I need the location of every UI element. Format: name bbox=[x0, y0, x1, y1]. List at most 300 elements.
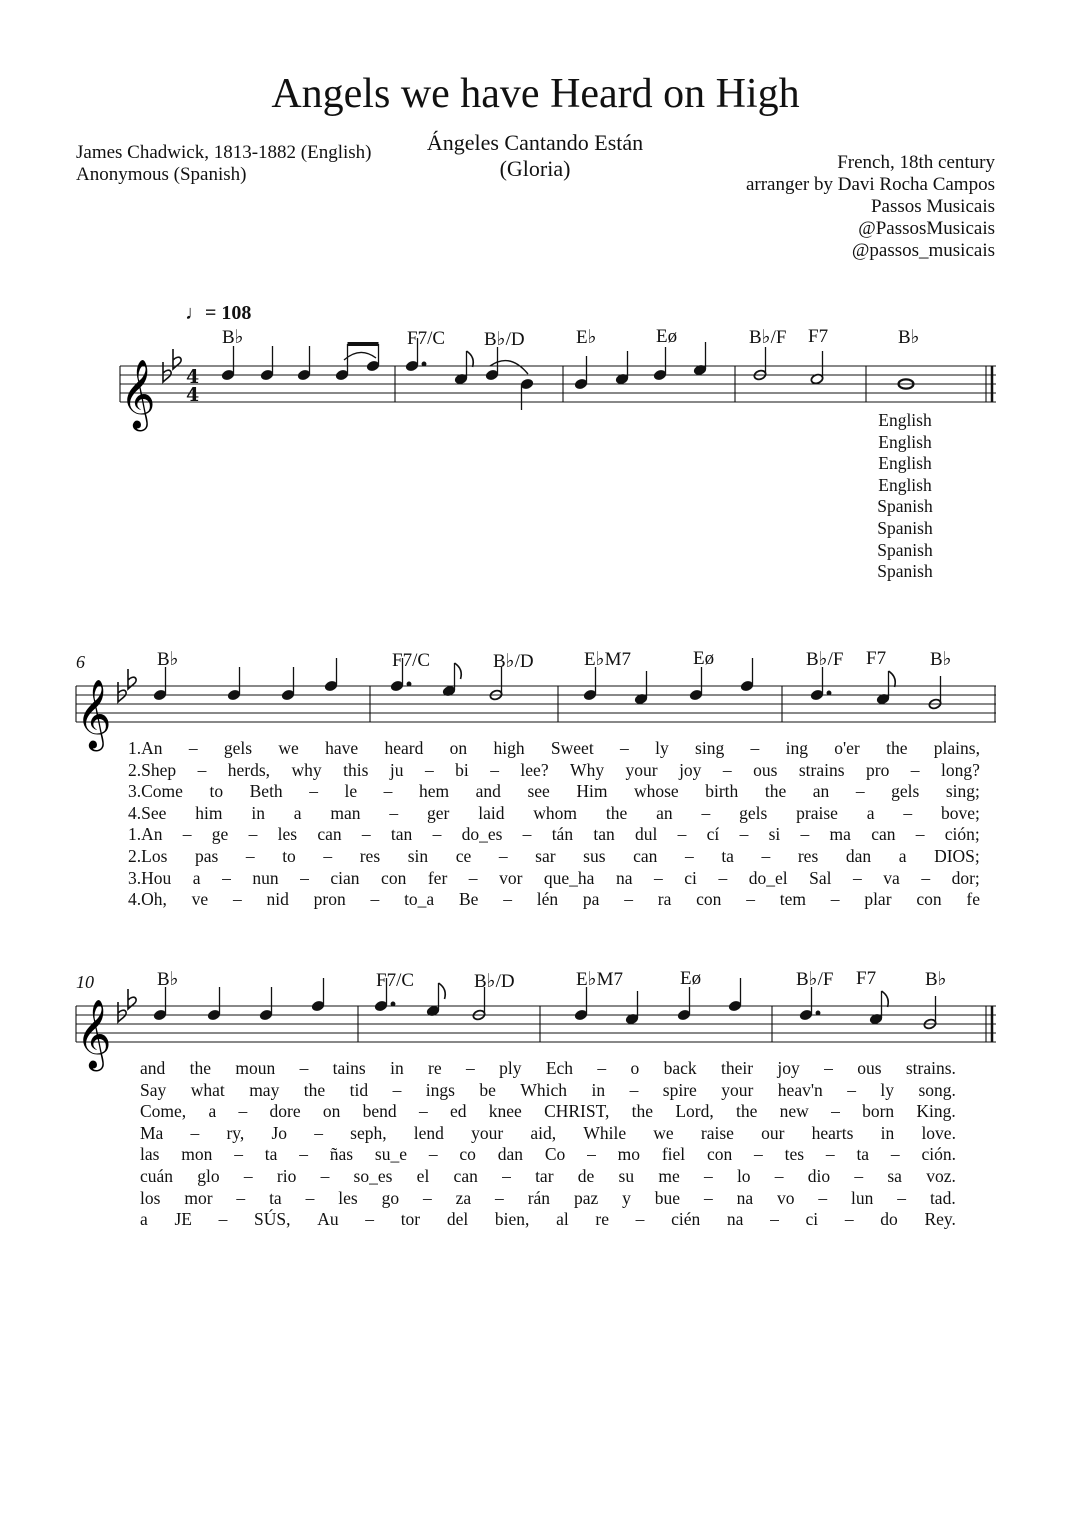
lyric-syllable: del bbox=[446, 1209, 469, 1230]
lyric-syllable: les bbox=[277, 824, 298, 845]
lyric-syllable: glo bbox=[197, 1166, 220, 1186]
measure-number-6: 6 bbox=[76, 652, 85, 672]
lyric-syllable: – bbox=[897, 1187, 907, 1208]
lyric-syllable: – bbox=[703, 1187, 713, 1208]
chord-symbol: E♭M7 bbox=[576, 969, 623, 990]
lyric-syllable: que_ha bbox=[543, 867, 595, 888]
lyric-syllable: – bbox=[915, 824, 925, 845]
lyric-syllable: res bbox=[359, 846, 381, 866]
lyric-syllable: Him bbox=[576, 781, 608, 802]
lyric-syllable: on bbox=[322, 1101, 341, 1122]
lyric-syllable: pas bbox=[194, 846, 219, 866]
lyric-syllable: fiel bbox=[661, 1144, 686, 1165]
lyric-syllable: and bbox=[475, 781, 501, 802]
chord-symbol: Eø bbox=[693, 648, 715, 669]
lyric-syllable: fe bbox=[966, 889, 980, 910]
publisher: Passos Musicais bbox=[870, 196, 995, 217]
lyric-syllable: ous bbox=[857, 1058, 882, 1078]
lyric-syllable: – bbox=[831, 1101, 840, 1122]
chord-symbol: E♭M7 bbox=[584, 649, 631, 670]
lyric-syllable: sus bbox=[583, 846, 606, 866]
lyric-syllable: DIOS; bbox=[934, 846, 980, 866]
lyric-syllable: Jo bbox=[271, 1122, 288, 1143]
lyric-syllable: su bbox=[618, 1166, 635, 1186]
treble-clef-icon: 𝄞 bbox=[76, 999, 112, 1069]
lyric-syllable: dio bbox=[807, 1166, 831, 1186]
lyric-syllable: – bbox=[800, 824, 810, 845]
lyric-syllable: be bbox=[479, 1079, 496, 1100]
lyric-syllable: – bbox=[746, 889, 755, 910]
lyric-syllable: a bbox=[898, 846, 907, 866]
lyric-syllable: ci bbox=[684, 867, 697, 888]
lyric-syllable: – bbox=[739, 824, 749, 845]
lyric-syllable: may bbox=[249, 1079, 280, 1100]
lyric-syllable: lend bbox=[413, 1122, 444, 1143]
lyric-syllable: – bbox=[903, 802, 913, 823]
lyric-syllable: – bbox=[761, 846, 771, 866]
lyric-syllable: JE bbox=[174, 1209, 192, 1230]
lyric-syllable: Au bbox=[317, 1209, 339, 1230]
lyric-syllable: – bbox=[468, 867, 478, 888]
lyric-syllable: a bbox=[866, 802, 875, 823]
lyric-syllable: – bbox=[299, 1144, 308, 1165]
lyric-syllable: – bbox=[770, 1209, 779, 1230]
lyric-syllable: ry, bbox=[226, 1122, 245, 1143]
lyric-syllable: con bbox=[706, 1144, 733, 1165]
lyric-syllable: SÚS, bbox=[254, 1209, 291, 1230]
lyric-syllable: ci bbox=[805, 1209, 819, 1230]
lyric-syllable: born bbox=[862, 1101, 895, 1122]
lyric-syllable: we bbox=[278, 738, 299, 758]
lyric-syllable: – bbox=[522, 824, 532, 845]
notes-system-1 bbox=[221, 338, 913, 410]
lyric-syllable: – bbox=[323, 846, 333, 866]
lyric-syllable: whose bbox=[633, 781, 679, 802]
lyric-syllable: Come, bbox=[140, 1101, 187, 1122]
lyric-syllable: ción; bbox=[944, 824, 980, 845]
lyric-syllable: ly bbox=[655, 738, 669, 758]
language-label: English bbox=[878, 431, 932, 452]
lyric-syllable: our bbox=[761, 1122, 785, 1143]
chord-symbol: F7 bbox=[856, 968, 877, 989]
lyric-syllable: – bbox=[677, 824, 687, 845]
lyric-syllable: in bbox=[880, 1122, 895, 1143]
lyric-syllable: – bbox=[750, 738, 760, 758]
lyric-syllable: – bbox=[392, 1079, 402, 1100]
lyric-syllable: gels bbox=[223, 738, 253, 758]
lyric-syllable: si bbox=[768, 824, 781, 845]
lyric-syllable: plar bbox=[864, 889, 892, 910]
treble-clef-icon: 𝄞 bbox=[76, 679, 112, 749]
language-label: English bbox=[878, 453, 932, 474]
lyric-syllable: – bbox=[466, 1058, 475, 1078]
lyric-syllable: con bbox=[696, 889, 722, 910]
lyric-syllable: mon bbox=[181, 1144, 213, 1165]
chord-symbol: F7/C bbox=[376, 970, 415, 991]
lyric-syllable: ply bbox=[499, 1058, 522, 1078]
lyric-syllable: to_a bbox=[404, 889, 435, 910]
lyric-syllable: cí bbox=[706, 824, 720, 845]
lyric-syllable: tar bbox=[535, 1166, 554, 1186]
lyric-syllable: the bbox=[605, 802, 628, 823]
lyric-syllable: Ech bbox=[545, 1058, 574, 1078]
lyric-syllable: – bbox=[182, 824, 192, 845]
chord-symbol: F7/C bbox=[407, 328, 446, 349]
lyric-syllable: strains. bbox=[905, 1058, 956, 1078]
lyric-syllable: y bbox=[622, 1187, 631, 1208]
lyric-syllable: sing bbox=[695, 738, 725, 758]
lyric-syllable: – bbox=[754, 1144, 763, 1165]
lyric-syllable: can bbox=[453, 1166, 478, 1186]
lyric-syllable: strains bbox=[798, 759, 845, 780]
lyric-syllable: nun bbox=[252, 867, 279, 888]
lyric-syllable: re bbox=[428, 1058, 442, 1078]
lyric-syllable: ing bbox=[785, 738, 808, 758]
lyric-syllable: – bbox=[701, 802, 711, 823]
lyric-syllable: – bbox=[774, 1166, 784, 1186]
lyric-syllable: birth bbox=[705, 781, 739, 802]
lyric-syllable: new bbox=[779, 1101, 809, 1122]
lyric-syllable: heard bbox=[384, 738, 424, 758]
lyric-syllable: – bbox=[490, 759, 499, 780]
lyric-syllable: el bbox=[416, 1166, 430, 1186]
lyric-syllable: knee bbox=[488, 1101, 522, 1122]
lyric-syllable: – bbox=[825, 1144, 835, 1165]
chord-symbol: B♭/F bbox=[796, 969, 834, 990]
chord-symbol: B♭ bbox=[930, 649, 952, 670]
lyric-syllable: – bbox=[722, 759, 732, 780]
chord-symbol: B♭ bbox=[925, 969, 947, 990]
lyric-syllable: ju bbox=[389, 759, 404, 780]
lyric-syllable: los bbox=[140, 1187, 161, 1208]
language-label: Spanish bbox=[877, 496, 933, 517]
lyric-syllable: the bbox=[303, 1079, 326, 1100]
lyric-syllable: va bbox=[883, 867, 900, 888]
notes-system-3 bbox=[153, 978, 936, 1030]
lyric-syllable: bien, bbox=[494, 1209, 530, 1230]
lyric-syllable: 2.Shep bbox=[128, 759, 177, 780]
lyric-syllable: – bbox=[309, 781, 318, 802]
chord-symbol: B♭ bbox=[222, 327, 244, 348]
lyric-syllable: na bbox=[736, 1187, 754, 1208]
lyric-syllable: con bbox=[916, 889, 942, 910]
lyric-syllable: – bbox=[854, 1166, 864, 1186]
lyric-syllable: – bbox=[422, 1187, 432, 1208]
lyric-syllable: – bbox=[197, 759, 207, 780]
lyric-syllable: the bbox=[631, 1101, 654, 1122]
lyric-syllable: – bbox=[370, 889, 380, 910]
lyric-syllable: mor bbox=[184, 1187, 213, 1208]
lyric-syllable: res bbox=[797, 846, 819, 866]
lyric-syllable: 3.Hou bbox=[128, 867, 172, 888]
lyric-syllable: – bbox=[587, 1144, 596, 1165]
lyric-syllable: – bbox=[818, 1187, 828, 1208]
lyric-syllable: su_e bbox=[374, 1144, 407, 1165]
lyric-syllable: – bbox=[300, 867, 309, 888]
lyric-syllable: can bbox=[317, 824, 342, 845]
lyric-syllable: dul bbox=[635, 824, 658, 845]
lyric-syllable: long? bbox=[941, 759, 980, 780]
notes-system-2 bbox=[153, 658, 941, 710]
lyric-syllable: 1.An bbox=[128, 824, 163, 845]
lyric-syllable: tan bbox=[390, 824, 413, 845]
composer-origin: French, 18th century bbox=[837, 152, 995, 173]
lyric-syllable: ra bbox=[657, 889, 672, 910]
treble-clef-icon: 𝄞 bbox=[120, 359, 156, 429]
lyric-syllable: – bbox=[853, 867, 862, 888]
lyric-syllable: – bbox=[361, 824, 371, 845]
language-label: Spanish bbox=[877, 561, 933, 582]
lyric-syllable: 2.Los bbox=[128, 846, 168, 866]
lyric-syllable: high bbox=[493, 738, 525, 758]
poet-english: James Chadwick, 1813-1882 (English) bbox=[76, 142, 372, 163]
lyric-syllable: – bbox=[424, 759, 434, 780]
lyric-syllable: – bbox=[890, 1144, 900, 1165]
lyric-syllable: pron bbox=[313, 889, 346, 910]
lyric-syllable: – bbox=[248, 824, 258, 845]
lyric-syllable: paz bbox=[573, 1187, 599, 1208]
lyric-syllable: do bbox=[880, 1209, 898, 1230]
language-label: Spanish bbox=[877, 539, 933, 560]
lyric-syllable: – bbox=[703, 1166, 713, 1186]
subtitle-spanish: Ángeles Cantando Están bbox=[426, 130, 644, 155]
lyric-syllable: laid bbox=[478, 802, 505, 823]
lyric-syllable: – bbox=[684, 846, 694, 866]
chord-symbol: F7 bbox=[866, 648, 887, 669]
lyric-syllable: – bbox=[365, 1209, 375, 1230]
lyric-syllable: ge bbox=[211, 824, 229, 845]
lyric-syllable: Sal bbox=[809, 867, 832, 888]
lyric-syllable: – bbox=[855, 781, 865, 802]
lyric-syllable: can bbox=[871, 824, 896, 845]
lyric-syllable: and bbox=[140, 1058, 166, 1078]
lyric-syllable: – bbox=[910, 759, 920, 780]
lyric-syllable: – bbox=[502, 1166, 511, 1186]
chord-symbol: B♭ bbox=[157, 969, 179, 990]
lyric-syllable: – bbox=[498, 846, 508, 866]
lyric-syllable: al bbox=[556, 1209, 569, 1230]
lyric-syllable: Which bbox=[520, 1079, 568, 1100]
lyric-syllable: to bbox=[282, 846, 296, 866]
lyric-syllable: co bbox=[459, 1144, 476, 1165]
lyric-syllable: – bbox=[428, 1144, 438, 1165]
chord-symbol: B♭/F bbox=[749, 327, 787, 348]
lyric-syllable: the bbox=[735, 1101, 758, 1122]
lyric-syllable: 4.Oh, bbox=[128, 889, 167, 910]
lyric-syllable: lén bbox=[536, 889, 559, 910]
lyric-syllable: tán bbox=[551, 824, 574, 845]
arranger: arranger by Davi Rocha Campos bbox=[745, 174, 995, 195]
lyric-syllable: song. bbox=[918, 1079, 956, 1100]
lyric-syllable: pro bbox=[866, 759, 890, 780]
handle-1: @PassosMusicais bbox=[858, 218, 995, 239]
lyric-syllable: bend bbox=[362, 1101, 397, 1122]
lyric-syllable: raise bbox=[700, 1122, 734, 1143]
lyric-syllable: herds, bbox=[227, 759, 271, 780]
lyric-syllable: – bbox=[314, 1122, 323, 1143]
language-label: English bbox=[878, 474, 932, 495]
lyric-syllable: sar bbox=[535, 846, 556, 866]
lyric-syllable: ta bbox=[856, 1144, 870, 1165]
lyric-syllable: why bbox=[291, 759, 322, 780]
lyric-syllable: hearts bbox=[811, 1122, 854, 1143]
lyric-syllable: sing; bbox=[945, 781, 980, 802]
chord-symbol: Eø bbox=[680, 968, 702, 989]
lyric-syllable: 3.Come bbox=[128, 781, 183, 802]
lyric-syllable: do_el bbox=[748, 867, 788, 888]
song-title: Angels we have Heard on High bbox=[271, 71, 800, 117]
lyric-syllable: na bbox=[615, 867, 633, 888]
lyric-syllable: dan bbox=[845, 846, 872, 866]
lyric-syllable: lun bbox=[851, 1187, 874, 1208]
lyric-syllable: – bbox=[299, 1058, 309, 1078]
lyric-syllable: joy bbox=[777, 1058, 800, 1078]
lyric-syllable: za bbox=[455, 1187, 472, 1208]
lyric-syllable: o bbox=[630, 1058, 640, 1078]
lyric-syllable: dan bbox=[497, 1144, 523, 1165]
lyric-syllable: – bbox=[243, 1166, 253, 1186]
lyric-syllable: – bbox=[830, 889, 840, 910]
lyric-syllable: rio bbox=[276, 1166, 297, 1186]
lyric-syllable: – bbox=[389, 802, 399, 823]
lyric-syllable: tor bbox=[400, 1209, 421, 1230]
lyric-syllable: can bbox=[633, 846, 658, 866]
lyric-syllable: hem bbox=[418, 781, 450, 802]
lyric-syllable: CHRIST, bbox=[544, 1101, 610, 1122]
lyric-syllable: – bbox=[188, 738, 198, 758]
lyric-syllable: ly bbox=[880, 1079, 895, 1100]
lyric-syllable: pa bbox=[582, 889, 600, 910]
lyric-syllable: to bbox=[209, 781, 224, 802]
lyric-syllable: Lord, bbox=[675, 1101, 714, 1122]
lyric-syllable: Co bbox=[544, 1144, 566, 1165]
lyric-syllable: ta bbox=[269, 1187, 282, 1208]
lyric-syllable: tes bbox=[784, 1144, 805, 1165]
lyric-syllable: do_es bbox=[461, 824, 503, 845]
lyric-syllable: ings bbox=[425, 1079, 455, 1100]
lyric-syllable: this bbox=[343, 759, 369, 780]
lyric-syllable: – bbox=[418, 1101, 428, 1122]
lyric-syllable: ed bbox=[449, 1101, 467, 1122]
chord-symbol: E♭ bbox=[576, 327, 597, 348]
lyric-syllable: man bbox=[330, 802, 361, 823]
lyric-syllable: plains, bbox=[933, 738, 980, 758]
lyric-syllable: sa bbox=[887, 1166, 902, 1186]
lyric-syllable: gels bbox=[739, 802, 768, 823]
lyric-syllable: joy bbox=[679, 759, 702, 780]
lyric-syllable: in bbox=[390, 1058, 404, 1078]
lyric-syllable: Beth bbox=[249, 781, 283, 802]
lyric-syllable: heav'n bbox=[777, 1079, 823, 1100]
lyric-syllable: a bbox=[140, 1209, 148, 1230]
lyric-syllable: see bbox=[527, 781, 550, 802]
lyric-syllable: – bbox=[824, 1058, 833, 1078]
lyric-syllable: 4.See bbox=[128, 802, 167, 823]
lyric-syllable: the bbox=[189, 1058, 212, 1078]
lyric-syllable: – bbox=[921, 867, 931, 888]
lyric-syllable: re bbox=[595, 1209, 609, 1230]
lyric-syllable: – bbox=[245, 846, 255, 866]
lyric-syllable: Sweet bbox=[550, 738, 594, 758]
lyric-syllable: gels bbox=[891, 781, 920, 802]
chord-symbol: Eø bbox=[656, 326, 678, 347]
lyric-syllable: o'er bbox=[834, 738, 860, 758]
chord-symbol: F7/C bbox=[392, 650, 431, 671]
lyric-syllable: tem bbox=[779, 889, 806, 910]
lyric-syllable: – bbox=[218, 1209, 228, 1230]
tempo-value: = 108 bbox=[205, 302, 252, 324]
lyric-syllable: we bbox=[653, 1122, 674, 1143]
lyric-syllable: con bbox=[381, 867, 407, 888]
lyric-syllable: a bbox=[192, 867, 201, 888]
lyric-syllable: in bbox=[251, 802, 265, 823]
lyric-syllable: an bbox=[812, 781, 830, 802]
lyric-syllable: – bbox=[305, 1187, 315, 1208]
lyric-syllable: ta bbox=[264, 1144, 278, 1165]
chord-symbol: B♭ bbox=[157, 649, 179, 670]
lyric-syllable: tad. bbox=[929, 1187, 956, 1208]
lyric-syllable: go bbox=[381, 1187, 400, 1208]
lyric-syllable: the bbox=[886, 738, 908, 758]
staff-system-2 bbox=[76, 686, 996, 722]
lyric-syllable: Rey. bbox=[924, 1209, 956, 1230]
lyric-syllable: – bbox=[432, 824, 442, 845]
lyric-syllable: lee? bbox=[520, 759, 549, 780]
lyric-syllable: a bbox=[208, 1101, 217, 1122]
lyric-syllable: your bbox=[721, 1079, 754, 1100]
staff-system-1 bbox=[120, 366, 996, 402]
lyric-syllable: – bbox=[844, 1209, 854, 1230]
lyric-syllable: vor bbox=[499, 867, 523, 888]
lyric-syllable: ve bbox=[191, 889, 209, 910]
lyric-syllable: in bbox=[591, 1079, 606, 1100]
lyric-syllable: bove; bbox=[941, 802, 980, 823]
lyric-syllable: – bbox=[503, 889, 512, 910]
lyric-syllable: Say bbox=[140, 1079, 167, 1100]
lyric-syllable: – bbox=[635, 1209, 645, 1230]
svg-text:4: 4 bbox=[186, 384, 200, 406]
lyric-syllable: – bbox=[383, 781, 393, 802]
lyric-syllable: dore bbox=[269, 1101, 301, 1122]
svg-text:4: 4 bbox=[186, 366, 200, 388]
lyric-syllable: le bbox=[344, 781, 358, 802]
lyric-syllable: what bbox=[190, 1079, 225, 1100]
lyric-syllable: King. bbox=[916, 1101, 956, 1122]
lyric-syllable: Ma bbox=[140, 1122, 164, 1143]
lyric-syllable: bue bbox=[654, 1187, 681, 1208]
quarter-note-icon: ♩ bbox=[185, 302, 205, 324]
lyric-syllable: whom bbox=[533, 802, 578, 823]
handle-2: @passos_musicais bbox=[851, 240, 995, 261]
lyric-syllable: – bbox=[320, 1166, 330, 1186]
lyric-syllable: – bbox=[847, 1079, 856, 1100]
lyric-syllable: me bbox=[658, 1166, 680, 1186]
lyric-syllable: – bbox=[238, 1101, 248, 1122]
lyric-syllable: – bbox=[597, 1058, 607, 1078]
lyric-syllable: voz. bbox=[926, 1166, 956, 1186]
lyric-syllable: vo bbox=[777, 1187, 795, 1208]
chord-symbol: B♭/D bbox=[474, 971, 515, 992]
chord-symbol: F7 bbox=[808, 326, 829, 347]
lyric-syllable: ger bbox=[427, 802, 450, 823]
lyric-syllable: ous bbox=[753, 759, 778, 780]
lyric-syllable: las bbox=[140, 1144, 160, 1165]
lyric-syllable: – bbox=[629, 1079, 639, 1100]
lyric-syllable: your bbox=[471, 1122, 504, 1143]
lyric-syllable: spire bbox=[662, 1079, 697, 1100]
lyric-syllable: – bbox=[234, 1144, 243, 1165]
language-label: English bbox=[878, 410, 932, 430]
